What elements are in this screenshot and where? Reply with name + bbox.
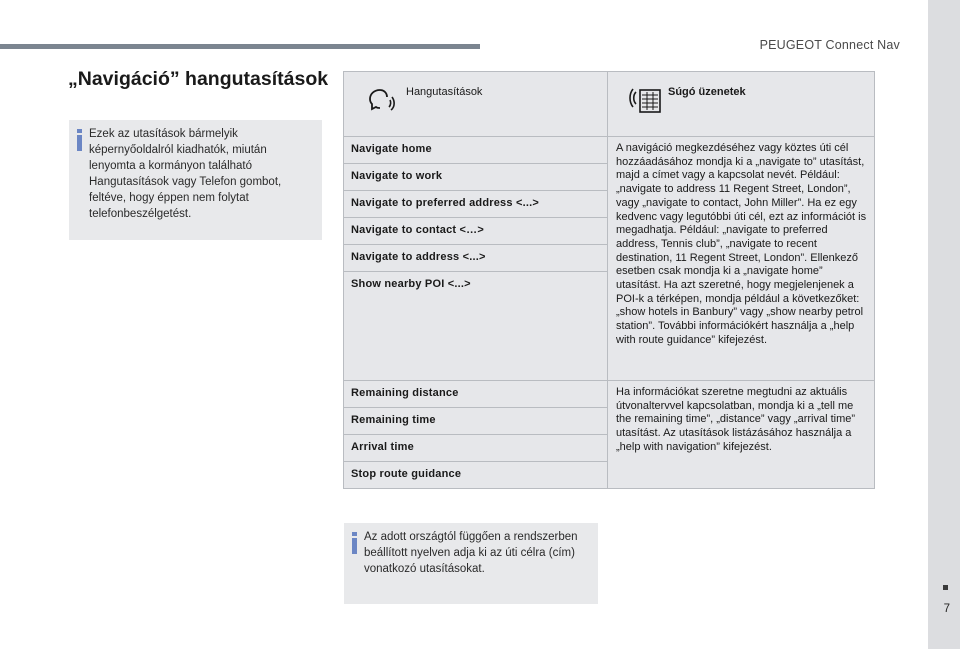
header-label-help-messages: Súgó üzenetek bbox=[668, 86, 746, 98]
header-help-messages bbox=[608, 72, 875, 137]
command-cell: Navigate to contact <…> bbox=[344, 218, 608, 245]
table-header-row bbox=[344, 72, 875, 137]
page-number: 7 bbox=[943, 603, 950, 615]
page-marker bbox=[943, 585, 948, 590]
command-cell: Navigate to address <...> bbox=[344, 245, 608, 272]
info-box-top bbox=[69, 120, 322, 240]
help-cell-navigation: A navigáció megkezdéséhez vagy köztes úti cél hozzáadásához mondja ki a „navigate to” utasítást, majd a címet vagy a kapcsolat nevét. Például: „navigate to address 11 Regent Street, London”, vagy „navigate to contact, John Miller”. Ha ez egy kedvenc vagy legutóbbi úti cél, ezt az információt is megadhatja. Például: „navigate to preferred address, Tennis club”, „navigate to recent destination, 11 Regent Street, London”. Ellenkező esetben csak mondja ki a „navigate home” utasítást. Ha azt szeretné, hogy megjelenjenek a POI-k a térképen, mondja például a következőket: „show hotels in Banbury” vagy „show nearby petrol station”. További információkért használja a „help with route guidance” kifejezést. bbox=[608, 137, 875, 381]
command-cell: Navigate to preferred address <...> bbox=[344, 191, 608, 218]
command-cell: Navigate home bbox=[344, 137, 608, 164]
command-cell: Arrival time bbox=[344, 435, 608, 462]
command-cell: Stop route guidance bbox=[344, 462, 608, 489]
info-icon bbox=[352, 532, 357, 554]
info-text-bottom: Az adott országtól függően a rendszerben beállított nyelven adja ki az úti célra (cím) vonatkozó utasításokat. bbox=[364, 531, 578, 575]
info-box-bottom bbox=[344, 523, 598, 604]
side-strip bbox=[928, 0, 960, 649]
voice-command-icon bbox=[364, 82, 398, 116]
voice-commands-table bbox=[343, 71, 875, 489]
help-message-icon bbox=[628, 82, 662, 116]
header-rule bbox=[0, 44, 480, 49]
command-cell: Navigate to work bbox=[344, 164, 608, 191]
help-cell-route-info: Ha információkat szeretne megtudni az aktuális útvonaltervvel kapcsolatban, mondja ki a „tell me the remaining time”, „distance” vagy „arrival time” utasítást. Az utasítások listázásához használja a „help with navigation” kifejezést. bbox=[608, 381, 875, 489]
brand-label: PEUGEOT Connect Nav bbox=[759, 38, 900, 52]
command-cell: Show nearby POI <...> bbox=[344, 272, 608, 381]
page-title: „Navigáció” hangutasítások bbox=[68, 68, 329, 90]
header-voice-commands bbox=[344, 72, 608, 137]
command-cell: Remaining distance bbox=[344, 381, 608, 408]
command-cell: Remaining time bbox=[344, 408, 608, 435]
table-row bbox=[344, 137, 875, 164]
table-row bbox=[344, 381, 875, 408]
info-icon bbox=[77, 129, 82, 151]
info-text-top: Ezek az utasítások bármelyik képernyőoldalról kiadhatók, miután lenyomta a kormányon található Hangutasítások vagy Telefon gombot, feltéve, hogy éppen nem folytat telefonbeszélgetést. bbox=[89, 128, 282, 220]
header-label-voice-commands: Hangutasítások bbox=[406, 86, 483, 98]
